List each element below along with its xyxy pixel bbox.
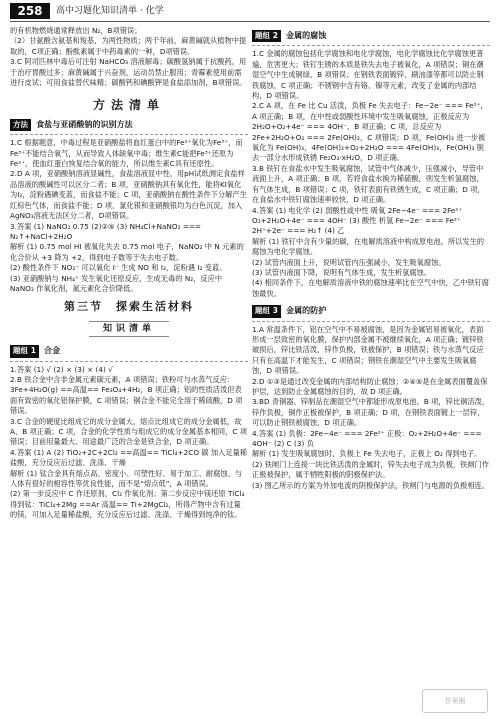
method-banner xyxy=(10,98,248,112)
paragraph: 1.C 金属的腐蚀包括化学腐蚀和电化学腐蚀，电化学腐蚀比化学腐蚀更普遍，危害更大；铁钉生锈的本质是铁失去电子被氧化，A 项错误；铜在潮湿空气中生成铜绿，B 项错误；在钢铁表面镀锌、刷油漆等都可以防止钢铁腐蚀，C 项正确；不锈钢中含有铬、镍等元素，改变了金属的内部结构，D 项错误。 xyxy=(252,49,484,101)
paragraph: (4) 相同条件下，在电解质溶液中铁的腐蚀速率比在空气中快，乙中铁钉腐蚀最快。 xyxy=(252,278,490,298)
topic1-title: 合金 xyxy=(44,346,61,356)
paragraph: 4.答案 (1) 负极：2Fe−4e⁻ === 2Fe²⁺ 正极：O₂+2H₂O+4e⁻ === 4OH⁻ (2) C (3) 负 xyxy=(252,428,482,449)
paragraph: 3.答案 (1) NaNO₂ 0.75 (2)②⑤ (3) NH₄Cl+NaNO₂ === N₂↑+NaCl+2H₂O xyxy=(10,221,202,241)
paragraph: (2) 酸性条件下 NO₂⁻ 可以氧化 I⁻ 生成 NO 和 I₂，淀粉遇 I₂ 变蓝。 xyxy=(10,263,227,273)
left-column xyxy=(10,26,248,521)
section-title: 第三节 探索生活材料 xyxy=(64,300,194,314)
divider xyxy=(252,321,490,322)
watermark-stamp: 答案圈 xyxy=(422,689,488,713)
divider xyxy=(10,361,248,362)
header-divider xyxy=(10,21,490,22)
divider xyxy=(252,45,490,46)
paragraph: 解析 (1) 0.75 mol HI 被氧化失去 0.75 mol 电子，NaNO₂ 中 N 元素的化合价从 +3 降为 +2，得到电子数等于失去电子数。 xyxy=(10,242,244,262)
topic3-title: 金属的防护 xyxy=(286,306,327,316)
paragraph: 2.D A 项，亚硝酸钠溶液显碱性，食盐溶液显中性，用pH试纸测定食盐样品溶液的酸碱性可以区分二者；B 项，亚硝酸钠具有氧化性，能将KI氧化为I₂，淀粉遇碘变蓝，而食盐不能；C 项，亚硝酸钠在酸性条件下分解产生红棕色气体，而食盐不能；D 项，氯化银和亚硝酸银均为白色沉淀，加入AgNO₃溶液无法区分二者，D项错误。 xyxy=(10,169,247,221)
right-column xyxy=(252,26,490,491)
method-title: 食盐与亚硝酸钠的识别方法 xyxy=(36,119,133,129)
paragraph: （2）甘氨酸含氨基和羧基，为两性物质；两千年前，麻黄碱就从植物中提取的，C项正确；酚酞素属于中药毒素的一种，D项错误。 xyxy=(10,36,247,56)
topic3-tag: 题组 3 xyxy=(252,305,281,317)
divider xyxy=(10,134,248,135)
paragraph: 2.D ①③是通过改变金属的内部结构防止腐蚀；②④⑤是在金属表面覆盖保护层，达到防止金属腐蚀的目的，故 D 项正确。 xyxy=(252,376,488,396)
method-tag: 方法 xyxy=(10,119,31,131)
paragraph: 的有机物燃烧通常释放出 N₂，B项错误； xyxy=(10,26,142,35)
paragraph: 2.B 铁合金中含非金属元素碳元素，A 项错误；铁粉可与水蒸气反应：3Fe+4H₂O(g) ==高温== Fe₃O₄+4H₂，B 项正确；铝的性质活泼但表面有致密的氧化铝保护膜，C 项错误；铜合金不能完全溶于稀硫酸，D 项错误。 xyxy=(10,374,243,416)
topic1-tag: 题组 1 xyxy=(10,345,39,357)
paragraph: 3.BD 青铜器、锌制品在潮湿空气中都能形成原电池，B 项，锌比铜活泼，锌作负极，铜作正极被保护，B 项正确；D 项，在钢铁表面镀上一层锌，可以防止钢铁被腐蚀，D 项正确。 xyxy=(252,397,490,428)
method-heading xyxy=(10,119,248,131)
topic2-heading xyxy=(252,30,490,42)
paragraph: (3) 亚硝酸钠与 NH₄⁺ 发生氧化还原反应，生成无毒的 N₂，反应中 NaNO₂ 作氧化剂，氮元素化合价降低。 xyxy=(10,273,223,293)
paragraph: (2) 试管内液面上升，说明试管内压强减小，发生吸氧腐蚀。 xyxy=(252,257,446,267)
paragraph: 解析 (1) 发生吸氧腐蚀时，负极上 Fe 失去电子，正极上 O₂ 得到电子。 xyxy=(252,449,482,459)
topic1-heading xyxy=(10,345,248,357)
book-title: 高中习题化知识清单 · 化学 xyxy=(56,6,164,16)
paragraph: 解析 (1) 钛合金具有熔点高、密度小、可塑性好、易于加工、耐腐蚀、与人体有很好的相容性等优良性能，而不是“熔点低”，A 项错误。 xyxy=(10,468,243,489)
paragraph: 3.C 阿司匹林中毒后可注射 NaHCO₃ 溶液解毒；碳酸氢钠属于抗酸药，用于治疗胃酸过多；麻黄碱属于兴奋剂，运动员禁止服用；青霉素使用前需进行皮试；可用食盐替代味精；碳酸钙和碘酸钾是食盐添加剂，B项错误。 xyxy=(10,57,247,88)
paragraph: 1.答案 (1) √ (2) × (3) × (4) √ xyxy=(10,364,113,374)
method-banner-title: 方法清单 xyxy=(92,98,165,113)
section-subtitle: 知识清单 xyxy=(89,321,169,337)
paragraph: 1.C 根据题意，中毒过程是亚硝酸盐将血红蛋白中的Fe²⁺氧化为Fe³⁺，而Fe³⁺不能结合氧气，从而导致人体缺氧中毒；维生素C能把Fe³⁺还原为Fe²⁺，使血红蛋白恢复结合氧的能力，所以维生素C具有还原性。 xyxy=(10,138,243,169)
paragraph: 3.B 铁钉在食盐水中发生吸氧腐蚀，试管中气体减少，压强减小，导管中液面上升，A 项正确；B 项，若将食盐水换为稀硫酸，则发生析氢腐蚀，有气体生成，B 项错误；C 项，铁钉表面有铁锈生成，C 项正确；D 项，在食盐水中铁钉腐蚀速率较快，D 项正确。 xyxy=(252,163,485,205)
paragraph: (2) 第一步反应中 C 作还原剂，Cl₂ 作氧化剂；第二步反应中镁还原 TiCl₄ 得到钛：TiCl₄+2Mg ==Ar 高温== Ti+2MgCl₂，所得产物中含有过量的镁，可加入足量稀盐酸，充分反应后过滤、洗涤、干燥得到纯净的钛。 xyxy=(10,489,245,520)
paragraph: 2.C A 项，在 Fe 比 Cu 活泼，负极 Fe 失去电子：Fe−2e⁻ === Fe²⁺，A 项正确；B 项，在中性或弱酸性环境中发生吸氧腐蚀，正极反应为 2H₂O+O₂+4e⁻ === 4OH⁻，B 项正确；C 项，总反应为 2Fe+2H₂O+O₂ === 2Fe(OH)₂，C 项错误；D 项，Fe(OH)₂ 进一步被氧化为 Fe(OH)₃，4Fe(OH)₂+O₂+2H₂O === 4Fe(OH)₃，Fe(OH)₃ 脱去一部分水形成铁锈 Fe₂O₃·xH₂O，D 项正确。 xyxy=(252,101,488,163)
topic2-tag: 题组 2 xyxy=(252,30,281,42)
paragraph: 4.答案 (1) A (2) TiO₂+2C+2Cl₂ ==高温== TiCl₄+2CO 碳 加入足量稀盐酸，充分反应后过滤、洗涤、干燥 xyxy=(10,447,248,468)
paragraph: 解析 (1) 铁钉中含有少量的碳，在电解质溶液中构成原电池，所以发生的腐蚀为电化学腐蚀。 xyxy=(252,236,485,257)
topic3-heading xyxy=(252,305,490,317)
topic2-title: 金属的腐蚀 xyxy=(286,31,327,40)
page-number: 258 xyxy=(10,3,50,19)
paragraph: 3.C 合金的硬度比组成它的成分金属大，熔点比组成它的成分金属低，故 A、B 项正确；C 项，合金的化学性质与组成它的成分金属基本相同，C 项错误；目前用量最大、用途最广泛的合金是铁合金，D 项正确。 xyxy=(10,416,247,447)
section-sub-wrap xyxy=(10,319,248,341)
page-header xyxy=(0,0,500,22)
paragraph: 1.A 常温条件下，铝在空气中不易被腐蚀，是因为金属铝易被氧化，表面形成一层致密的氧化膜，保护内部金属不被继续氧化，A 项正确；镀锌铁破损后，锌比铁活泼，锌作负极，铁被保护，B 项错误；铁与水蒸气反应只有在高温下才能发生，C 项错误；钢铁在潮湿空气中主要发生吸氧腐蚀，D 项错误。 xyxy=(252,324,484,376)
paragraph: 4.答案 (1) 电化学 (2) 弱酸性或中性 吸氧 2Fe−4e⁻ === 2Fe²⁺ O₂+2H₂O+4e⁻ === 4OH⁻ (3) 酸性 析氢 Fe−2e⁻ === Fe²⁺ 2H⁺+2e⁻ === H₂↑ (4) 乙 xyxy=(252,205,463,236)
paragraph: (3) 图乙所示的方案为外加电流的阴极保护法，铁闸门与电源的负极相连。 xyxy=(252,480,490,490)
paragraph: (3) 试管内液面下降，说明有气体生成，发生析氢腐蚀。 xyxy=(252,267,432,277)
paragraph: (2) 铁闸门上连接一块比铁活泼的金属时，锌失去电子成为负极，铁闸门作正极被保护，属于牺牲阳极的阴极保护法。 xyxy=(252,459,490,480)
